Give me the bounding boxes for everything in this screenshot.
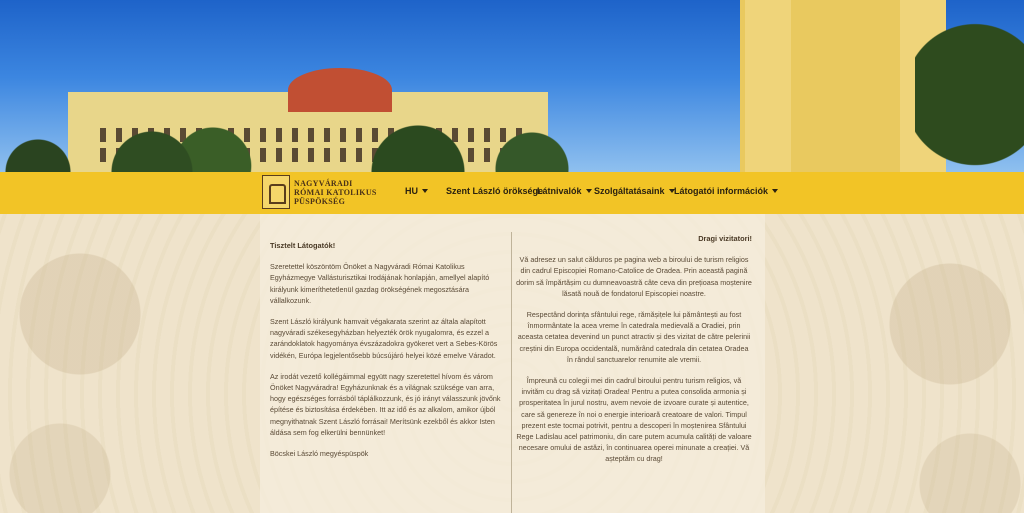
greeting-paragraph: Szent László királyunk hamvait végakarata szerint az általa alapított nagyváradi székesegyházban helyezték örök nyugalomra, és ezzel a zarándoklatok hagyománya évszázadokra gyökeret vert a Sebes-Körös vidékén, Európa legjelentősebb búcsújáró helyei közé emelve Váradot. (270, 317, 498, 360)
chevron-down-icon (772, 189, 778, 193)
nav-szolgaltatasaink[interactable] (594, 186, 675, 196)
palace-dome (288, 68, 392, 112)
greeting-paragraph: Szeretettel köszöntöm Önöket a Nagyváradi Római Katolikus Egyházmegye Vallásturisztikai Irodájának honlapján, amellyel alapító királyunk kimeríthetetlenül gazdag örökségének megosztására vállalkozunk. (270, 262, 490, 305)
hero-image (0, 0, 1024, 172)
greeting-heading-ro: Dragi vizitatori! (698, 234, 752, 243)
greeting-signature: Böcskei László megyéspüspök (270, 449, 369, 459)
nav-szolgaltatasaink-label: Szolgáltatásaink (594, 186, 665, 196)
greeting-paragraph: Az irodát vezető kollégáimmal együtt nagy szeretettel hívom és várom Önöket Nagyváradra! Egyházunknak és a világnak szüksége van arra, hogy egészséges forrásból táplálkozzunk, és jó irányt válasszunk jövőnk építése és biztosítása érdekében. Itt az idő és az alkalom, amikor újból megnyithatnak Szent László forrásai! Merítsünk ezekből és akkor Isten áldása sem fog elkerülni bennünket! (270, 371, 501, 437)
nav-latnivalok[interactable] (537, 186, 592, 196)
logo-text (294, 179, 377, 206)
nav-latogatoi-informaciok-label: Látogatói információk (674, 186, 769, 196)
nav-language-label: HU (405, 186, 418, 196)
tree-right (915, 0, 1024, 172)
nav-szent-laszlo[interactable] (446, 186, 543, 196)
greeting-paragraph: Vă adresez un salut călduros pe pagina web a biroului de turism religios din cadrul Episcopiei Romano-Catolice de Oradea. Prin această pagină dorim să împărtășim cu dumneavoastră câte ceva din prețioasa moștenire lăsată nouă de fondatorul Episcopiei noastre. (516, 255, 752, 298)
nav-language[interactable] (405, 186, 428, 196)
chevron-down-icon (586, 189, 592, 193)
greeting-hungarian (270, 240, 506, 469)
cathedral-tower-left (745, 0, 791, 172)
nav-latogatoi-informaciok[interactable] (674, 186, 778, 196)
logo-line-1: NAGYVÁRADI (294, 178, 353, 188)
greeting-paragraph: Împreună cu colegii mei din cadrul biroului pentru turism religios, vă invităm cu drag să vizitați Oradea! Pentru a putea consolida armonia și prosperitatea în jurul nostru, avem nevoie de izvoare curate și autentice, care să genereze în noi o energie interioară creatoare de valori. Timpul prezent este tocmai potrivit, pentru a descoperi în moștenirea Sfântului Rege Ladislau acel patrimoniu, din care putem acumula calități de valoare necesare omului de astăzi, în continuarea operei minunate a creației. Vă așteptăm cu drag! (516, 376, 752, 464)
trees (0, 112, 760, 172)
nav-szent-laszlo-label: Szent László öröksége (446, 186, 544, 196)
greeting-heading-hu: Tisztelt Látogatók! (270, 241, 336, 250)
greeting-romanian (516, 233, 752, 475)
site-logo[interactable] (262, 175, 377, 209)
chevron-down-icon (422, 189, 428, 193)
nav-latnivalok-label: Látnivalók (537, 186, 582, 196)
logo-line-2: RÓMAI KATOLIKUS (294, 187, 377, 197)
coat-of-arms-icon (262, 175, 290, 209)
column-divider (511, 232, 512, 513)
logo-line-3: PÜSPÖKSÉG (294, 196, 346, 206)
greeting-paragraph: Respectând dorința sfântului rege, rămășițele lui pământești au fost înmormântate la acea vreme în catedrala medievală a Oradiei, prin aceasta cetatea devenind un punct atractiv și des vizitat de către pelerinii creștini din Europa occidentală, numărând catedrala din cetatea Oradea în rândul sanctuarelor renumite ale vremii. (517, 310, 751, 364)
